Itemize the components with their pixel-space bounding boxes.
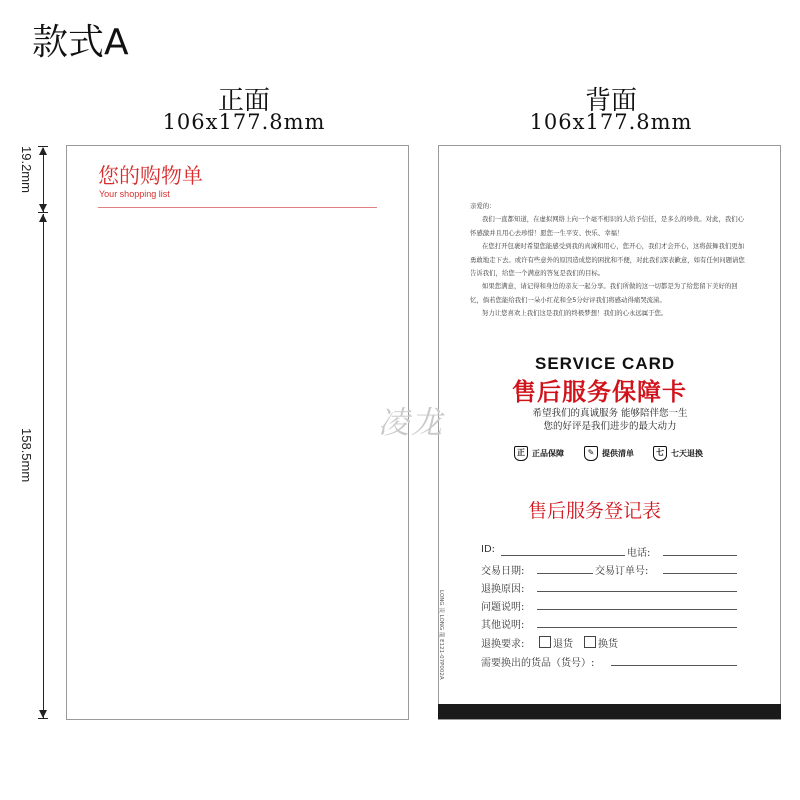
front-subtitle: Your shopping list — [99, 189, 170, 199]
reason-label: 退换原因: — [481, 584, 525, 595]
exchange-checkbox[interactable] — [584, 636, 596, 648]
bottom-bar — [438, 704, 781, 719]
badge-label: 正品保障 — [532, 449, 564, 458]
service-card-title-cn: 售后服务保障卡 — [512, 378, 687, 406]
request-label: 退换要求: — [481, 639, 525, 650]
badge-list — [584, 446, 634, 461]
back-side-title: 背面 — [584, 86, 637, 116]
service-line-1: 希望我们的真诚服务 能够陪伴您一生 — [532, 408, 688, 419]
letter-greeting: 亲爱的： — [470, 202, 496, 210]
dim-label-body: 158.5mm — [19, 428, 34, 483]
dim-label-top: 19.2mm — [19, 146, 34, 193]
vertical-code: LONG 凌 LONG 龍 E121-07P002A — [438, 590, 444, 680]
reason-field[interactable] — [537, 591, 737, 592]
letter-paragraph: 如果您满意，请记得和身边的亲友一起分享。我们所做的这一切都是为了给您留下美好的回忆，倘若您能给我们一朵小红花和全5分好评我们将感动得痛哭流涕。 — [470, 282, 738, 304]
letter-block — [470, 200, 750, 321]
front-side-title: 正面 — [217, 86, 270, 116]
back-dimension: 106x177.8mm — [529, 110, 693, 134]
order-field[interactable] — [663, 573, 737, 574]
refund-label: 退货 — [553, 639, 573, 650]
style-label: 款式A — [32, 22, 129, 63]
letter-paragraph: 在您打开包裹时希望您能感受到我的真诚和用心，您开心，我们才会开心，这将鼓舞我们更加勇敢地走下去。或许有些意外的原因造成您的困扰和不便，对此我们深表歉意，如有任何问题请您告诉我们，给您一个满意的答复是我们的目标。 — [470, 242, 745, 278]
problem-field[interactable] — [537, 609, 737, 610]
badge-return — [653, 446, 703, 461]
letter-paragraph: 努力让您喜欢上我们这是我们的终极梦想！我们的心永远属于您。 — [482, 309, 668, 318]
service-card-title-en: SERVICE CARD — [535, 354, 676, 373]
watermark: 凌龙 — [378, 405, 444, 441]
badge-label: 提供清单 — [602, 449, 634, 458]
date-label: 交易日期: — [481, 566, 525, 577]
front-title: 您的购物单 — [98, 164, 203, 188]
badge-label: 七天退换 — [671, 449, 703, 458]
service-line-2: 您的好评是我们进步的最大动力 — [543, 421, 677, 432]
front-dimension: 106x177.8mm — [162, 110, 326, 134]
other-field[interactable] — [537, 627, 737, 628]
shield-icon: 正 — [514, 446, 528, 461]
list-icon: ✎ — [584, 446, 598, 461]
id-field[interactable] — [501, 555, 625, 556]
badge-genuine — [514, 446, 564, 461]
front-rule — [98, 207, 377, 208]
phone-field[interactable] — [663, 555, 737, 556]
exchange-label: 换货 — [598, 639, 618, 650]
register-title: 售后服务登记表 — [528, 500, 662, 522]
problem-label: 问题说明: — [481, 602, 525, 613]
date-field[interactable] — [537, 573, 593, 574]
goods-label: 需要换出的货品（货号）: — [481, 658, 595, 669]
return-icon: 七 — [653, 446, 667, 461]
letter-paragraph: 我们一直都知道，在虚拟网络上向一个毫不相识的人给予信任，是多么的珍贵。对此，我们心怀感激并且用心去珍惜！愿您一生平安、快乐、幸福！ — [470, 215, 745, 237]
goods-field[interactable] — [611, 665, 737, 666]
order-label: 交易订单号: — [595, 566, 649, 577]
phone-label: 电话: — [627, 548, 651, 559]
id-label: ID: — [481, 544, 496, 555]
front-card — [66, 145, 409, 720]
other-label: 其他说明: — [481, 620, 525, 631]
refund-checkbox[interactable] — [539, 636, 551, 648]
